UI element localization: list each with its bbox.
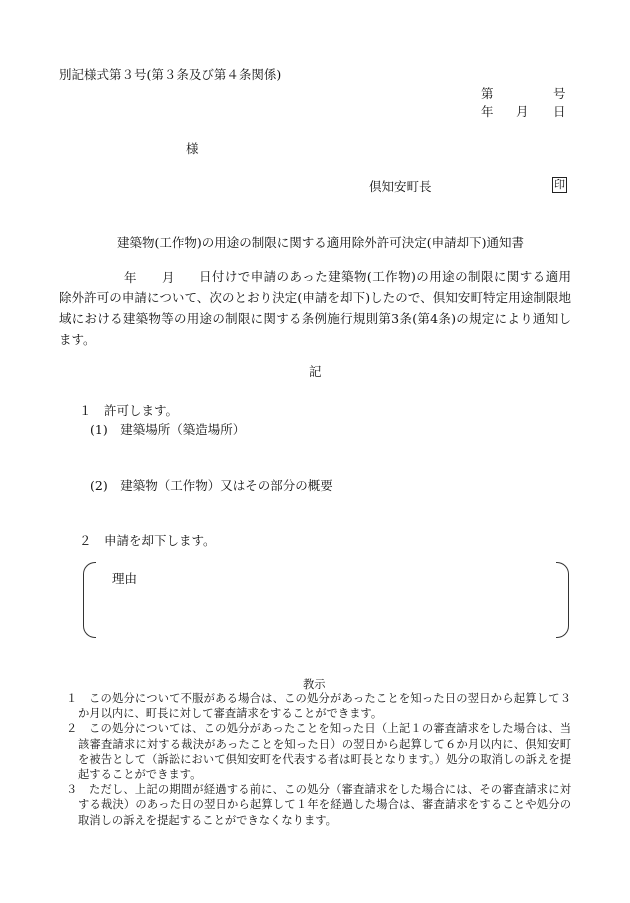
date-month: 月 (516, 104, 529, 119)
seal-stamp: 印 (554, 178, 565, 191)
section2-heading: ２ 申請を却下します。 (79, 533, 216, 548)
ki-heading: 記 (309, 364, 322, 379)
notice-item-2: ２ この処分については、この処分があったことを知った日（上記１の審査請求をした場合は、当該審査請求に対する裁決があったことを知った日）の翌日から起算して６か月以内に、倶知安町を被告として（訴訟において倶知安町を代表する者は町長となります。）処分の取消しの訴えを提起することができます。 (66, 722, 571, 782)
section1-item1: (1) 建築場所（築造場所） (90, 422, 246, 437)
notice-item-1: １ この処分について不服がある場合は、この処分があったことを知った日の翌日から起算して３か月以内に、町長に対して審査請求をすることができます。 (66, 692, 571, 721)
form-label: 別記様式第３号(第３条及び第４条関係) (59, 67, 282, 82)
body-year: 年 (124, 270, 137, 285)
document-title: 建築物(工作物)の用途の制限に関する適用除外許可決定(申請却下)通知書 (117, 235, 525, 250)
section1-item2: (2) 建築物（工作物）又はその部分の概要 (90, 478, 333, 493)
reason-label: 理由 (112, 571, 138, 586)
issuer-name: 倶知安町長 (369, 179, 432, 194)
reason-bracket-right (556, 562, 569, 638)
notice-heading: 教示 (303, 678, 326, 691)
notice-list (66, 691, 571, 828)
number-suffix: 号 (553, 86, 566, 101)
date-year: 年 (481, 104, 494, 119)
number-label: 第 (481, 86, 494, 101)
body-month: 月 (162, 270, 175, 285)
section1-heading: １ 許可します。 (79, 403, 179, 418)
body-paragraph: 日付けで申請のあった建築物(工作物)の用途の制限に関する適用除外許可の申請について、次のとおり決定(申請を却下)したので、倶知安町特定用途制限地域における建築物等の用途の制限に関する条例施行規則第3条(第4条)の規定により通知します。 (59, 269, 571, 347)
notice-item-3: ３ ただし、上記の期間が経過する前に、この処分（審査請求をした場合には、その審査請求に対する裁決）のあった日の翌日から起算して１年を経過した場合は、審査請求をすることや処分の取消しの訴えを提起することができなくなります。 (66, 783, 571, 827)
addressee-suffix: 様 (186, 141, 199, 156)
date-day: 日 (553, 104, 566, 119)
reason-bracket-left (83, 562, 96, 638)
